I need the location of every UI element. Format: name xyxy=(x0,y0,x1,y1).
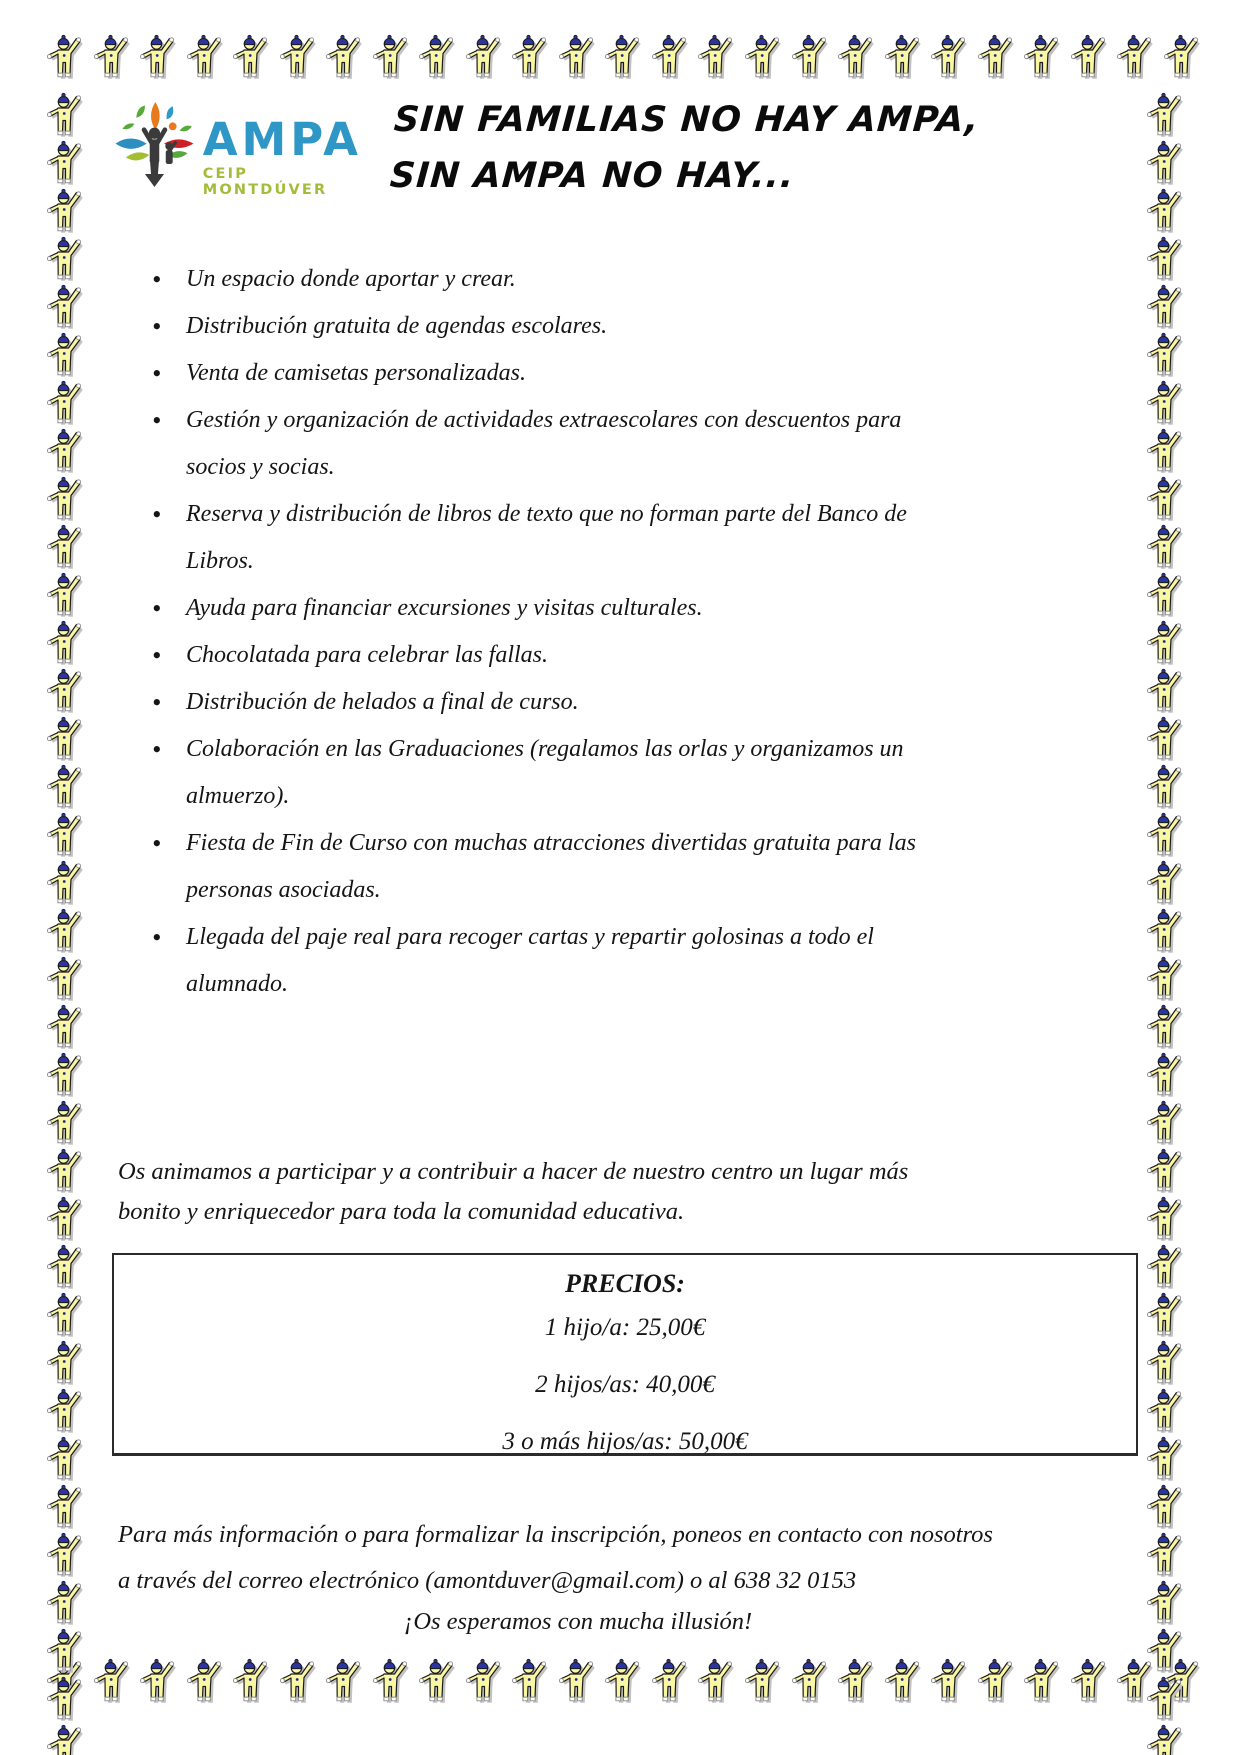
waving-child-icon xyxy=(465,34,503,82)
logo-text xyxy=(202,113,362,198)
waving-child-icon xyxy=(46,1148,84,1196)
waving-child-icon xyxy=(46,92,84,140)
waving-child-icon xyxy=(465,1658,503,1706)
waving-child-icon xyxy=(46,1052,84,1100)
waving-child-icon xyxy=(186,34,224,82)
waving-child-icon xyxy=(93,34,131,82)
waving-child-icon xyxy=(744,1658,782,1706)
waving-child-icon xyxy=(418,34,456,82)
waving-child-icon xyxy=(325,1658,363,1706)
waving-child-icon xyxy=(1023,34,1061,82)
waving-child-icon xyxy=(791,1658,829,1706)
waving-child-icon xyxy=(1023,1658,1061,1706)
waving-child-icon xyxy=(46,1340,84,1388)
waving-child-icon xyxy=(1146,1676,1184,1724)
waving-child-icon xyxy=(837,34,875,82)
waving-child-icon xyxy=(977,34,1015,82)
waving-child-icon xyxy=(232,1658,270,1706)
waving-child-icon xyxy=(1146,1484,1184,1532)
waving-child-icon xyxy=(1146,380,1184,428)
waving-child-icon xyxy=(186,1658,224,1706)
waving-child-icon xyxy=(1146,908,1184,956)
border-top xyxy=(46,34,1201,82)
prices-title: PRECIOS: xyxy=(565,1269,685,1298)
waving-child-icon xyxy=(1146,92,1184,140)
waving-child-icon xyxy=(1146,140,1184,188)
waving-child-icon xyxy=(372,1658,410,1706)
waving-child-icon xyxy=(46,716,84,764)
waving-child-icon xyxy=(1146,284,1184,332)
benefit-item: • Gestión y organización de actividades extraescolares con descuentos para socios y socias. xyxy=(150,397,950,491)
waving-child-icon xyxy=(46,860,84,908)
waving-child-icon xyxy=(1146,1532,1184,1580)
waving-child-icon xyxy=(1070,1658,1108,1706)
waving-child-icon xyxy=(837,1658,875,1706)
waving-child-icon xyxy=(651,34,689,82)
benefit-item: • Venta de camisetas personalizadas. xyxy=(150,350,950,397)
waving-child-icon xyxy=(46,1484,84,1532)
waving-child-icon xyxy=(1070,34,1108,82)
page-title xyxy=(388,92,1016,204)
waving-child-icon xyxy=(46,476,84,524)
waving-child-icon xyxy=(1146,764,1184,812)
benefit-item: • Un espacio donde aportar y crear. xyxy=(150,256,950,303)
waving-child-icon xyxy=(46,524,84,572)
contact-paragraph: Para más información o para formalizar la inscripción, poneos en contacto con nosotros a través del correo electrónico (amontduver@gmail.com) o al 638 32 0153 xyxy=(118,1521,993,1594)
invitation-paragraph: Os animamos a participar y a contribuir a hacer de nuestro centro un lugar más bonito y enriquecedor para toda la comunidad educativa. xyxy=(118,1158,909,1225)
title-line-1: SIN FAMILIAS NO HAY AMPA, xyxy=(392,100,981,140)
waving-child-icon xyxy=(1163,34,1201,82)
logo-subtitle: CEIP MONTDÚVER xyxy=(202,166,328,198)
waving-child-icon xyxy=(46,812,84,860)
waving-child-icon xyxy=(46,1628,84,1676)
waving-child-icon xyxy=(558,1658,596,1706)
price-lines xyxy=(114,1299,1136,1470)
waving-child-icon xyxy=(1146,620,1184,668)
waving-child-icon xyxy=(1146,1100,1184,1148)
waving-child-icon xyxy=(46,668,84,716)
waving-child-icon xyxy=(46,1388,84,1436)
waving-child-icon xyxy=(93,1658,131,1706)
waving-child-icon xyxy=(46,1292,84,1340)
waving-child-icon xyxy=(46,188,84,236)
waving-child-icon xyxy=(46,620,84,668)
border-left xyxy=(46,92,84,1652)
benefit-item: • Distribución de helados a final de curso. xyxy=(150,679,950,726)
waving-child-icon xyxy=(46,572,84,620)
waving-child-icon xyxy=(139,1658,177,1706)
waving-child-icon xyxy=(46,764,84,812)
waving-child-icon xyxy=(46,1532,84,1580)
waving-child-icon xyxy=(511,34,549,82)
waving-child-icon xyxy=(744,34,782,82)
closing-line: ¡Os esperamos con mucha illusión! xyxy=(403,1608,753,1635)
waving-child-icon xyxy=(46,284,84,332)
waving-child-icon xyxy=(46,140,84,188)
waving-child-icon xyxy=(279,34,317,82)
waving-child-icon xyxy=(139,34,177,82)
waving-child-icon xyxy=(1146,1340,1184,1388)
waving-child-icon xyxy=(1146,1148,1184,1196)
waving-child-icon xyxy=(1146,572,1184,620)
waving-child-icon xyxy=(46,236,84,284)
benefit-item: • Fiesta de Fin de Curso con muchas atracciones divertidas gratuita para las personas asociadas. xyxy=(150,820,950,914)
waving-child-icon xyxy=(1146,956,1184,1004)
waving-child-icon xyxy=(46,908,84,956)
waving-child-icon xyxy=(1146,524,1184,572)
waving-child-icon xyxy=(46,332,84,380)
waving-child-icon xyxy=(651,1658,689,1706)
waving-child-icon xyxy=(46,428,84,476)
ampa-logo xyxy=(112,92,362,207)
price-line: 3 o más hijos/as: 50,00€ xyxy=(502,1428,748,1455)
waving-child-icon xyxy=(1146,236,1184,284)
waving-child-icon xyxy=(697,34,735,82)
waving-child-icon xyxy=(325,34,363,82)
waving-child-icon xyxy=(1146,1436,1184,1484)
waving-child-icon xyxy=(1146,716,1184,764)
waving-child-icon xyxy=(1146,1244,1184,1292)
waving-child-icon xyxy=(1146,428,1184,476)
waving-child-icon xyxy=(930,34,968,82)
waving-child-icon xyxy=(1146,476,1184,524)
logo-title: AMPA xyxy=(202,113,362,166)
border-bottom xyxy=(46,1658,1201,1706)
waving-child-icon xyxy=(977,1658,1015,1706)
benefits-list xyxy=(150,256,950,1008)
waving-child-icon xyxy=(1146,1580,1184,1628)
waving-child-icon xyxy=(46,1196,84,1244)
waving-child-icon xyxy=(46,1004,84,1052)
waving-child-icon xyxy=(1146,1004,1184,1052)
waving-child-icon xyxy=(46,1580,84,1628)
waving-child-icon xyxy=(1116,34,1154,82)
waving-child-icon xyxy=(46,1676,84,1724)
waving-child-icon xyxy=(697,1658,735,1706)
waving-child-icon xyxy=(884,1658,922,1706)
benefit-item: • Colaboración en las Graduaciones (regalamos las orlas y organizamos un almuerzo). xyxy=(150,726,950,820)
waving-child-icon xyxy=(1146,860,1184,908)
waving-child-icon xyxy=(511,1658,549,1706)
waving-child-icon xyxy=(1146,812,1184,860)
waving-child-icon xyxy=(46,1244,84,1292)
benefit-item: • Chocolatada para celebrar las fallas. xyxy=(150,632,950,679)
waving-child-icon xyxy=(1146,1388,1184,1436)
border-right xyxy=(1146,92,1184,1652)
waving-child-icon xyxy=(604,34,642,82)
waving-child-icon xyxy=(1146,1196,1184,1244)
waving-child-icon xyxy=(46,34,84,82)
benefit-item: • Distribución gratuita de agendas escolares. xyxy=(150,303,950,350)
title-line-2: SIN AMPA NO HAY... xyxy=(388,156,796,196)
waving-child-icon xyxy=(46,380,84,428)
price-line: 1 hijo/a: 25,00€ xyxy=(544,1314,706,1341)
waving-child-icon xyxy=(791,34,829,82)
waving-child-icon xyxy=(1146,668,1184,716)
waving-child-icon xyxy=(604,1658,642,1706)
waving-child-icon xyxy=(46,1100,84,1148)
waving-child-icon xyxy=(46,1724,84,1755)
prices-box xyxy=(112,1253,1138,1456)
waving-child-icon xyxy=(1146,1628,1184,1676)
waving-child-icon xyxy=(558,34,596,82)
waving-child-icon xyxy=(279,1658,317,1706)
waving-child-icon xyxy=(930,1658,968,1706)
waving-child-icon xyxy=(1146,1052,1184,1100)
waving-child-icon xyxy=(1146,1724,1184,1755)
benefit-item: • Reserva y distribución de libros de texto que no forman parte del Banco de Libros. xyxy=(150,491,950,585)
waving-child-icon xyxy=(1146,1292,1184,1340)
price-line: 2 hijos/as: 40,00€ xyxy=(535,1371,715,1398)
benefit-item: • Ayuda para financiar excursiones y visitas culturales. xyxy=(150,585,950,632)
waving-child-icon xyxy=(884,34,922,82)
waving-child-icon xyxy=(232,34,270,82)
waving-child-icon xyxy=(46,956,84,1004)
waving-child-icon xyxy=(1146,332,1184,380)
waving-child-icon xyxy=(372,34,410,82)
waving-child-icon xyxy=(46,1436,84,1484)
waving-child-icon xyxy=(418,1658,456,1706)
waving-child-icon xyxy=(1146,188,1184,236)
logo-tree-icon xyxy=(112,92,199,204)
benefit-item: • Llegada del paje real para recoger cartas y repartir golosinas a todo el alumnado. xyxy=(150,914,950,1008)
